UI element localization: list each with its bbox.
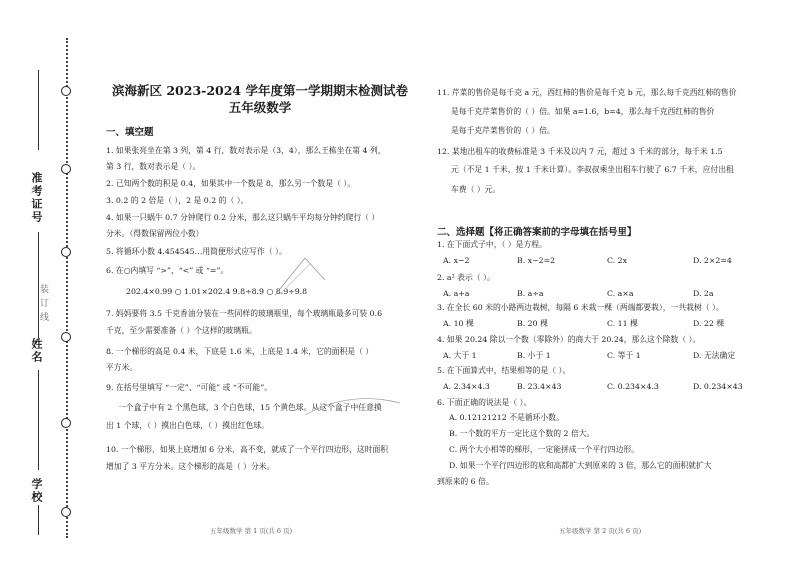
mc-question: 5. 在下面算式中，结果相等的是（ ）。 [437,366,571,375]
mc-option-continued: 到原来的 6 倍。 [437,477,494,486]
question-line: 9. 在括号里填写 “一定”、“可能” 或 “不可能”。 [106,383,273,392]
question-line: 一个盒子中有 2 个黑色球，3 个白色球，15 个黄色球。从这个盒子中任意摸 [118,403,382,412]
mc-option: D. 22 棵 [693,319,725,328]
name-label: 姓名 [30,338,43,364]
mc-option: A. 大于 1 [443,351,477,360]
question-line: 1. 如果张亮坐在第 3 列，第 4 行，数对表示是（3，4），那么王栋坐在第 4 列， [106,146,386,155]
question-line: 6. 在○内填写 “>”、“<” 或 “=”。 [106,266,229,275]
question-line: 2. 已知两个数的积是 0.4，如果其中一个数是 8，那么另一个数是（ ）。 [106,179,356,188]
question-line: 是每千克芹菜售价的（ ）倍。 [451,126,555,135]
mc-option: B. 20 棵 [517,319,548,328]
mc-option: C. 0.234×4.3 [607,382,659,391]
mc-question: 6. 下面正确的说法是（ ）。 [437,398,532,407]
question-line: 平方米。 [106,363,138,372]
question-line: 分米。（得数保留两位小数） [106,229,204,238]
mc-option: C. 等于 1 [607,351,641,360]
exam-no-label: 准考证号 [30,172,43,224]
school-label: 学校 [30,478,43,504]
mc-option: C. a×a [607,289,634,298]
mc-option: D. 0.234×43 [693,382,743,391]
question-line: 出 1 个球，（ ）摸出白色球，（ ）摸出红色球。 [106,421,270,430]
mc-option: A. 2.34×4.3 [443,382,490,391]
name-line [38,258,39,338]
school-line-lower [38,505,39,535]
question-line: 3. 0.2 的 2 倍是（ ），2 是 0.2 的（ ）。 [106,196,249,205]
question-line: 5. 将循环小数 4.454545…用简便形式应写作（ ）。 [106,247,287,256]
binding-hole [61,418,71,428]
mc-option: B. 23.4×43 [517,382,562,391]
page-footer: 五年级数学 第 1 页(共 6 页) [210,527,293,535]
page-right [435,0,780,562]
question-line: 8. 一个梯形的高是 0.4 米，下底是 1.6 米，上底是 1.4 米，它的面积是（ ） [106,347,374,356]
exam-title: 滨海新区 2023-2024 学年度第一学期期末检测试卷 [112,83,408,98]
pencil-mark [270,250,360,310]
mc-option: B. 小于 1 [517,351,551,360]
binding-hole [61,86,71,96]
mc-option: D. 如果一个平行四边形的底和高都扩大到原来的 3 倍，那么它的面积就扩大 [449,461,712,470]
question-line: 4. 如果一只蜗牛 0.7 分钟爬行 0.2 分米，那么这只蜗牛平均每分钟约爬行（ ） [106,213,380,222]
section-multiple-choice: 二、选择题【将正确答案前的字母填在括号里】 [437,227,637,238]
section-fill-blank: 一、填空题 [106,127,154,138]
cut-mark: 线 [40,313,50,323]
perforation-line [66,38,68,538]
mc-option: B. 一个数的平方一定比这个数的 2 倍大。 [449,429,595,438]
question-line: 千克，至少需要准备（ ）个这样的玻璃瓶。 [106,326,257,335]
mc-option: C. 11 棵 [607,319,638,328]
exam-no-line [38,70,39,150]
question-line: 202.4×0.99 ○ 1.01×202.4 9.8÷8.9 ○ 8.9÷9.8 [126,287,308,296]
mc-option: A. a+a [443,289,470,298]
mc-option: B. a÷a [517,289,544,298]
mc-option: D. 无法确定 [693,351,736,360]
question-line: 元（不足 1 千米，按 1 千米计算）。李叔叔乘坐出租车行驶了 6.7 千米，应付出租 [451,165,734,174]
mc-option: D. 2×2=4 [693,256,732,265]
question-line: 第 3 行，数对表示是（ ）。 [106,162,201,171]
mc-option: A. x−2 [443,256,470,265]
exam-subtitle: 五年级数学 [228,100,292,115]
binding-margin [0,0,78,562]
mc-option: D. 2a [693,289,714,298]
binding-hole [61,247,71,257]
mc-question: 1. 在下面式子中，（ ）是方程。 [437,240,547,249]
binding-hole [61,507,71,517]
question-line: 11. 芹菜的售价是每千克 a 元，西红柿的售价是每千克 b 元，那么每千克西红柿的售价 [437,88,737,97]
question-line: 10. 一个梯形，如果上底增加 6 分米，高不变，就成了一个平行四边形，这时面积 [106,445,389,454]
cut-mark: 订 [40,299,50,309]
mc-question: 2. a² 表示（ ）。 [437,273,495,282]
question-line: 是每千克芹菜售价的（ ）倍。如果 a=1.6，b=4，那么每千克西红柿的售价 [451,107,715,116]
pencil-mark [300,385,410,425]
mc-question: 4. 如果 20.24 除以一个数（零除外）的商大于 20.24，那么这个除数（ ）。 [437,335,701,344]
mc-option: C. 2x [607,256,628,265]
page-footer: 五年级数学 第 2 页(共 6 页) [559,527,642,535]
binding-hole [61,332,71,342]
cut-mark: 装 [40,285,50,295]
mc-option: B. x−2=2 [517,256,556,265]
question-line: 增加了 3 平方分米。这个梯形的高是（ ）分米。 [106,462,275,471]
mc-option: C. 两个大小相等的梯形，一定能拼成一个平行四边形。 [449,445,639,454]
school-line [38,370,39,470]
mc-option: A. 0.12121212 不是循环小数。 [449,413,564,422]
question-line: 车费（ ）元。 [451,185,501,194]
mc-option: A. 10 棵 [443,319,474,328]
question-line: 7. 妈妈要将 3.5 千克香油分装在一些同样的玻璃瓶里，每个玻璃瓶最多可装 0.6 [106,309,383,318]
binding-hole [61,164,71,174]
question-line: 12. 某地出租车的收费标准是 3 千米及以内 7 元，超过 3 千米的部分，每千米 1.5 [437,147,723,156]
page-left [100,0,420,562]
mc-question: 3. 在全长 60 米的小路两边栽树，每隔 6 米栽一棵（两端都要栽），一共栽树（ ）。 [437,303,724,312]
